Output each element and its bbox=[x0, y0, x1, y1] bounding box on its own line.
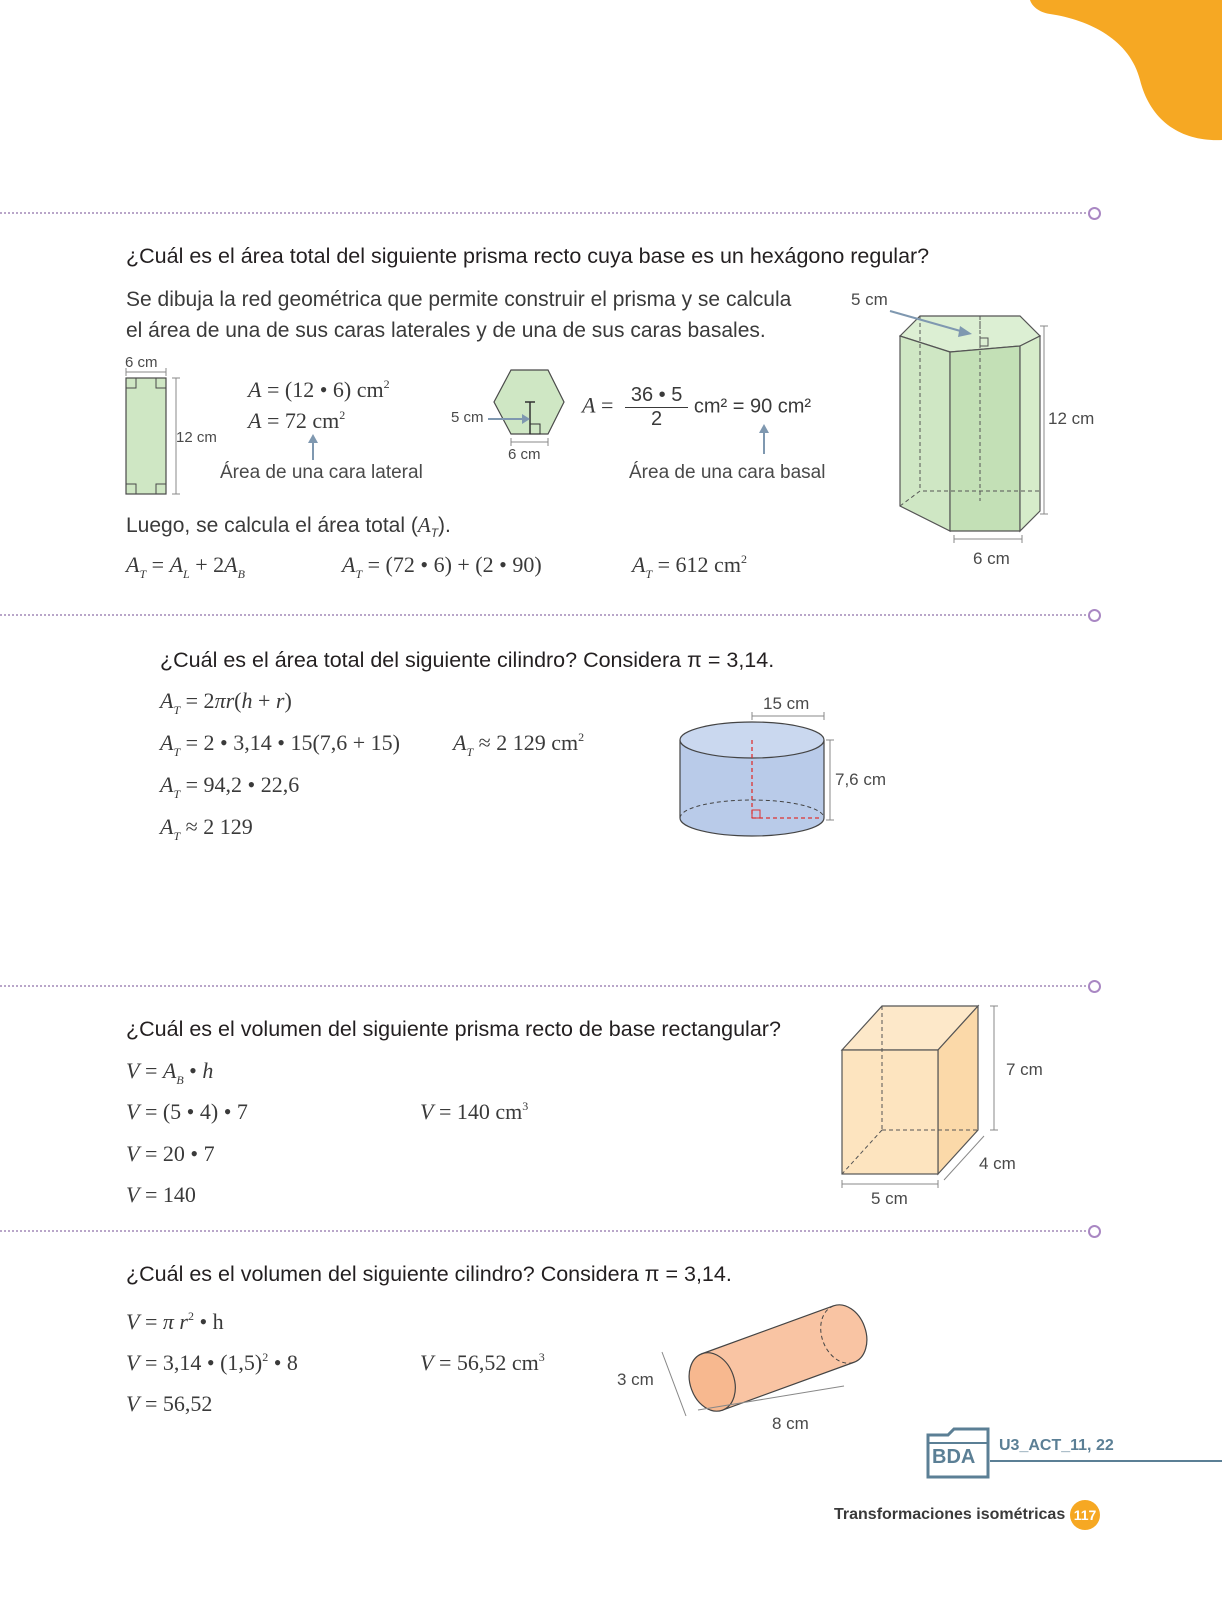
hex-apothem-label: 5 cm bbox=[451, 409, 484, 426]
bda-underline bbox=[990, 1460, 1222, 1462]
cyl-vol-eq2: V = 3,14 • $(1,5)^2$ • 8 bbox=[126, 1350, 298, 1375]
corner-decoration bbox=[1030, 0, 1222, 145]
cyl-vol-eq1: V = π $r^2$ • h bbox=[126, 1309, 224, 1334]
arrow-up-icon bbox=[757, 424, 771, 454]
section-divider bbox=[0, 614, 1086, 616]
intro-paragraph bbox=[126, 284, 791, 346]
arrow-up-icon bbox=[306, 434, 320, 460]
cyl-height-label: 7,6 cm bbox=[835, 770, 887, 789]
cyl2-diameter-label: 3 cm bbox=[617, 1370, 654, 1389]
prism-side-label: 6 cm bbox=[973, 549, 1010, 568]
cyl-area-eq1: $A_T = 2\pi r(h + r)$ bbox=[160, 688, 292, 717]
cyl-area-eq4: $A_T \approx 2$ 129 bbox=[160, 814, 253, 843]
intro-line: Se dibuja la red geométrica que permite construir el prisma y se calcula bbox=[126, 288, 792, 311]
intro-line: el área de una de sus caras laterales y de una de sus caras basales. bbox=[126, 319, 766, 342]
formula-general: $A_T = A_L + 2A_B$ bbox=[126, 552, 245, 581]
section-divider bbox=[0, 212, 1086, 214]
cyl-radius-label: 15 cm bbox=[763, 694, 810, 713]
cyl-area-result: $A_T \approx 2$ 129 $cm^2$ bbox=[453, 730, 585, 759]
basal-area-eq: A = $\frac{36 • 5}{2}$ cm² = 90 cm² bbox=[582, 384, 812, 430]
section-divider bbox=[0, 1230, 1086, 1232]
prism-height-label: 12 cm bbox=[1048, 409, 1095, 428]
box-vol-eq2: V = (5 • 4) • 7 bbox=[126, 1099, 248, 1124]
fraction-numerator: 36 • 5 bbox=[625, 384, 688, 408]
cylinder-diagram bbox=[670, 710, 850, 840]
box-vol-eq1: $V = A_B$ • h bbox=[126, 1058, 214, 1087]
question-cylinder-area: ¿Cuál es el área total del siguiente cilindro? Considera π = 3,14. bbox=[160, 648, 775, 672]
cyl-area-eq2: $A_T = 2$ • 3,14 • 15(7,6 + 15) bbox=[160, 730, 401, 759]
lateral-area-eq2: A = 72 $cm^2$ bbox=[248, 408, 346, 433]
rect-height-label: 12 cm bbox=[176, 429, 217, 446]
lateral-caption: Área de una cara lateral bbox=[220, 462, 423, 483]
divider-endpoint bbox=[1088, 609, 1101, 622]
basal-result: cm² = 90 cm² bbox=[693, 395, 812, 418]
basal-caption: Área de una cara basal bbox=[629, 462, 826, 483]
question-box-volume: ¿Cuál es el volumen del siguiente prisma recto de base rectangular? bbox=[126, 1017, 781, 1041]
box-height-label: 7 cm bbox=[1006, 1060, 1043, 1079]
divider-endpoint bbox=[1088, 207, 1101, 220]
bda-code[interactable]: U3_ACT_11, 22 bbox=[999, 1437, 1114, 1454]
question-cylinder-volume: ¿Cuál es el volumen del siguiente cilindro? Considera π = 3,14. bbox=[126, 1262, 732, 1286]
box-depth-label: 4 cm bbox=[979, 1154, 1016, 1173]
box-vol-result: V = 140 $cm^3$ bbox=[420, 1099, 529, 1124]
divider-endpoint bbox=[1088, 980, 1101, 993]
bda-logo-text: BDA bbox=[932, 1446, 976, 1468]
horizontal-cylinder-diagram bbox=[660, 1290, 890, 1425]
question-prism-area: ¿Cuál es el área total del siguiente prisma recto cuya base es un hexágono regular? bbox=[126, 244, 930, 268]
formula-result: $A_T = 612$ $cm^2$ bbox=[632, 552, 747, 581]
section-divider bbox=[0, 985, 1086, 987]
formula-substitution: $A_T = (72$ • 6) + (2 • 90) bbox=[342, 552, 542, 581]
prism-apothem-label: 5 cm bbox=[851, 290, 888, 309]
chapter-title: Transformaciones isométricas bbox=[834, 1506, 1066, 1523]
page-number: 117 bbox=[1070, 1500, 1100, 1530]
box-width-label: 5 cm bbox=[871, 1189, 908, 1208]
total-intro: Luego, se calcula el área total $(A_T)$. bbox=[126, 513, 451, 541]
cyl-area-eq3: $A_T = 94,2$ • 22,6 bbox=[160, 772, 300, 801]
cyl-vol-result: V = 56,52 $cm^3$ bbox=[420, 1350, 545, 1375]
hex-side-label: 6 cm bbox=[508, 446, 541, 463]
divider-endpoint bbox=[1088, 1225, 1101, 1238]
cyl2-length-label: 8 cm bbox=[772, 1414, 809, 1433]
box-vol-eq3: V = 20 • 7 bbox=[126, 1141, 215, 1166]
fraction-denominator: 2 bbox=[651, 408, 663, 430]
cyl-vol-eq3: V = 56,52 bbox=[126, 1391, 213, 1416]
lateral-area-eq1: A = (12 • 6) $cm^2$ bbox=[248, 377, 390, 402]
box-vol-eq4: V = 140 bbox=[126, 1182, 196, 1207]
rect-width-label: 6 cm bbox=[125, 354, 158, 371]
